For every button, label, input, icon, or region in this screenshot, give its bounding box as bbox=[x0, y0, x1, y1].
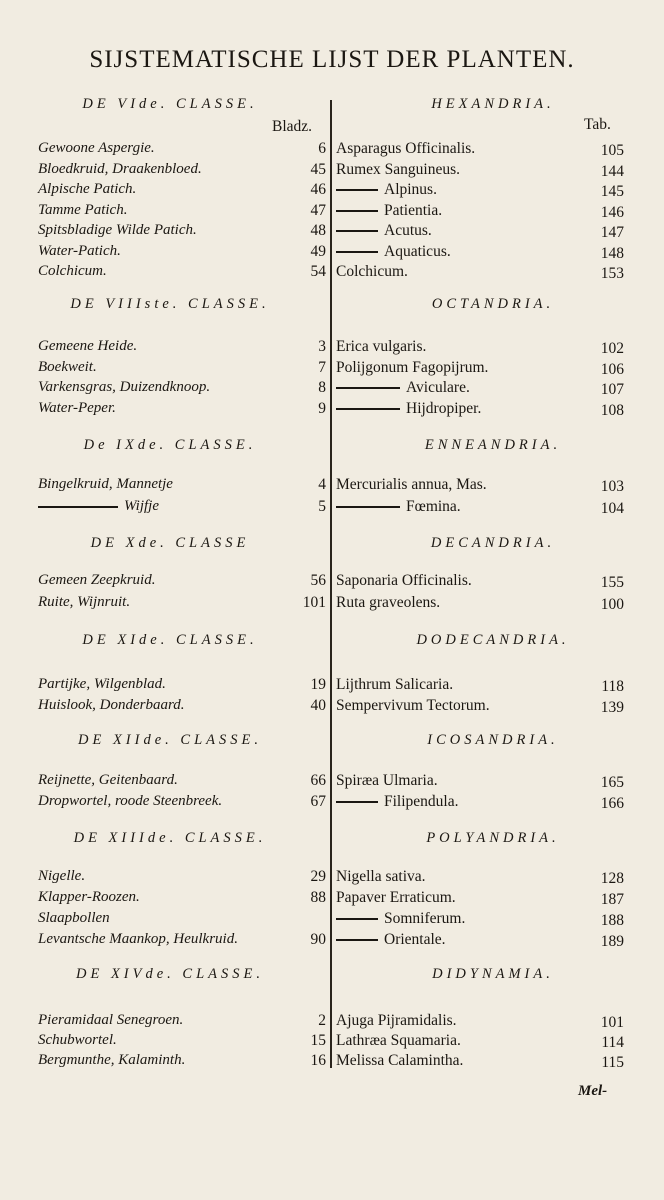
class-heading: DE XIVde. CLASSE. bbox=[75, 966, 264, 982]
latin-plant-name-text: Filipendula. bbox=[384, 792, 459, 810]
ditto-dash bbox=[336, 939, 378, 941]
plate-number: 107 bbox=[600, 381, 624, 398]
dutch-name-row bbox=[38, 772, 326, 794]
page-number: 3 bbox=[318, 338, 326, 355]
latin-plant-name bbox=[336, 676, 453, 694]
order-heading: DIDYNAMIA. bbox=[432, 966, 554, 982]
plate-number: 139 bbox=[600, 699, 624, 716]
plate-number: 187 bbox=[600, 891, 624, 908]
dutch-plant-name bbox=[38, 910, 110, 927]
column-divider bbox=[330, 100, 332, 1068]
latin-plant-name bbox=[336, 202, 442, 220]
latin-plant-name-text: Lijthrum Salicaria. bbox=[336, 676, 454, 693]
dutch-plant-name-text: Ruite, Wijnruit. bbox=[38, 594, 131, 610]
dutch-plant-name bbox=[38, 793, 222, 810]
plate-number: 189 bbox=[600, 933, 624, 950]
dutch-name-row bbox=[38, 202, 326, 224]
latin-plant-name-text: Orientale. bbox=[384, 931, 446, 948]
latin-plant-name bbox=[336, 338, 426, 356]
latin-plant-name-text: Erica vulgaris. bbox=[336, 338, 427, 355]
latin-plant-name bbox=[336, 572, 472, 590]
dutch-plant-name-text: Gemeen Zeepkruid. bbox=[38, 572, 156, 588]
dutch-plant-name-text: Spitsbladige Wilde Patich. bbox=[38, 222, 197, 238]
latin-plant-name-text: Polijgonum Fagopijrum. bbox=[336, 358, 489, 376]
dutch-plant-name bbox=[38, 379, 210, 396]
dutch-name-row bbox=[38, 140, 326, 162]
dutch-plant-name bbox=[38, 476, 173, 493]
ditto-dash bbox=[336, 506, 400, 508]
dutch-plant-name-text: Partijke, Wilgenblad. bbox=[38, 676, 166, 692]
right-column-header: Tab. bbox=[584, 116, 611, 133]
latin-plant-name-text: Ajuga Pijramidalis. bbox=[336, 1012, 457, 1029]
page-number: 47 bbox=[310, 201, 326, 219]
order-heading: ENNEANDRIA. bbox=[424, 437, 562, 453]
dutch-plant-name bbox=[38, 931, 238, 948]
dutch-plant-name bbox=[38, 181, 136, 198]
latin-plant-name bbox=[336, 889, 456, 907]
plate-number: 114 bbox=[601, 1034, 624, 1051]
latin-plant-name bbox=[336, 1052, 463, 1070]
dutch-plant-name bbox=[38, 222, 197, 239]
latin-plant-name bbox=[336, 222, 432, 240]
latin-plant-name-text: Aviculare. bbox=[406, 379, 470, 396]
dutch-plant-name bbox=[38, 889, 140, 906]
dutch-name-row bbox=[38, 359, 326, 381]
dutch-name-row bbox=[38, 400, 326, 422]
plate-number: 155 bbox=[600, 574, 624, 591]
ditto-dash bbox=[38, 506, 118, 508]
page-number: 5 bbox=[318, 498, 326, 515]
latin-plant-name bbox=[336, 400, 481, 418]
plate-number: 188 bbox=[600, 912, 624, 929]
dutch-name-row bbox=[38, 476, 326, 498]
latin-plant-name-text: Mercurialis annua, Mas. bbox=[336, 476, 487, 493]
class-heading: DE XIIIde. CLASSE. bbox=[73, 830, 267, 846]
latin-plant-name-text: Alpinus. bbox=[384, 181, 437, 198]
latin-plant-name-text: Nigella sativa. bbox=[336, 868, 426, 885]
page-number: 45 bbox=[310, 160, 326, 178]
dutch-plant-name bbox=[38, 1052, 185, 1069]
order-heading: OCTANDRIA. bbox=[431, 296, 555, 312]
dutch-name-row bbox=[38, 243, 326, 265]
dutch-name-row bbox=[38, 338, 326, 360]
dutch-plant-name-text: Water-Patich. bbox=[38, 242, 121, 259]
dutch-plant-name bbox=[38, 868, 85, 885]
page-number: 88 bbox=[310, 889, 326, 906]
dutch-plant-name-text: Schubwortel. bbox=[38, 1032, 117, 1048]
latin-plant-name bbox=[336, 161, 460, 179]
page-number: 4 bbox=[318, 476, 326, 493]
latin-plant-name-text: Papaver Erraticum. bbox=[336, 889, 456, 906]
dutch-plant-name bbox=[38, 263, 107, 280]
latin-plant-name bbox=[336, 476, 487, 494]
latin-plant-name-text: Asparagus Officinalis. bbox=[336, 140, 476, 157]
latin-plant-name bbox=[336, 868, 426, 886]
dutch-plant-name-text: Gemeene Heide. bbox=[38, 338, 138, 354]
latin-plant-name-text: Rumex Sanguineus. bbox=[336, 160, 460, 178]
dutch-name-row bbox=[38, 697, 326, 719]
plate-number: 100 bbox=[600, 596, 624, 613]
dutch-plant-name-text: Alpische Patich. bbox=[38, 181, 137, 197]
page-number: 29 bbox=[310, 868, 326, 885]
dutch-plant-name bbox=[38, 676, 166, 693]
latin-plant-name bbox=[336, 379, 470, 397]
latin-plant-name bbox=[336, 140, 475, 158]
page-number: 90 bbox=[310, 931, 326, 948]
dutch-plant-name bbox=[38, 140, 155, 157]
plate-number: 104 bbox=[600, 500, 624, 517]
dutch-name-row bbox=[38, 889, 326, 911]
latin-plant-name-text: Saponaria Officinalis. bbox=[336, 572, 472, 589]
plate-number: 115 bbox=[601, 1054, 624, 1071]
latin-plant-name-text: Somniferum. bbox=[384, 910, 466, 927]
dutch-name-row bbox=[38, 1012, 326, 1034]
dutch-plant-name-text: Wijfje bbox=[124, 498, 159, 514]
dutch-plant-name-text: Slaapbollen bbox=[38, 910, 110, 926]
plate-number: 148 bbox=[600, 244, 624, 262]
latin-plant-name-text: Acutus. bbox=[384, 222, 432, 239]
order-heading: POLYANDRIA. bbox=[426, 830, 560, 846]
latin-plant-name bbox=[336, 1012, 457, 1030]
latin-plant-name-text: Fœmina. bbox=[406, 498, 461, 515]
dutch-plant-name-text: Pieramidaal Senegroen. bbox=[38, 1012, 184, 1028]
dutch-plant-name-text: Levantsche Maankop, Heulkruid. bbox=[38, 931, 238, 947]
page-number: 49 bbox=[310, 242, 326, 260]
dutch-name-row bbox=[38, 379, 326, 401]
page-title: SIJSTEMATISCHE LIJST DER PLANTEN. bbox=[89, 46, 575, 73]
dutch-plant-name bbox=[38, 202, 127, 219]
page-number: 54 bbox=[310, 263, 326, 280]
plate-number: 144 bbox=[600, 162, 624, 180]
dutch-name-row bbox=[38, 263, 326, 285]
page-number: 66 bbox=[310, 772, 326, 789]
latin-plant-name-text: Hijdropiper. bbox=[406, 399, 482, 417]
page-number: 7 bbox=[318, 358, 326, 376]
dutch-name-row bbox=[38, 868, 326, 890]
class-heading: De IXde. CLASSE. bbox=[83, 437, 257, 453]
latin-plant-name bbox=[336, 181, 437, 199]
dutch-plant-name bbox=[38, 161, 202, 178]
ditto-dash bbox=[336, 189, 378, 191]
plate-number: 102 bbox=[600, 340, 624, 357]
ditto-dash bbox=[336, 210, 378, 212]
latin-plant-name-text: Melissa Calamintha. bbox=[336, 1052, 464, 1069]
left-column-header: Bladz. bbox=[272, 118, 313, 135]
page-number: 101 bbox=[302, 594, 326, 611]
plate-number: 101 bbox=[600, 1014, 624, 1031]
dutch-name-row bbox=[38, 572, 326, 594]
dutch-plant-name-text: Bloedkruid, Draakenbloed. bbox=[38, 160, 202, 177]
class-heading: DE VIde. CLASSE. bbox=[82, 96, 258, 112]
dutch-plant-name bbox=[38, 1032, 117, 1049]
dutch-plant-name bbox=[38, 400, 116, 417]
ditto-dash bbox=[336, 230, 378, 232]
dutch-plant-name bbox=[38, 359, 97, 376]
latin-plant-name bbox=[336, 697, 490, 715]
class-heading: DE XIde. CLASSE. bbox=[82, 632, 258, 648]
page-number: 8 bbox=[318, 379, 326, 396]
plate-number: 108 bbox=[600, 401, 624, 419]
dutch-plant-name bbox=[38, 1012, 183, 1029]
ditto-dash bbox=[336, 801, 378, 803]
plate-number: 153 bbox=[600, 265, 624, 282]
dutch-plant-name bbox=[38, 772, 178, 789]
latin-plant-name bbox=[336, 263, 408, 281]
order-heading: DODECANDRIA. bbox=[416, 632, 570, 648]
page-number: 48 bbox=[310, 222, 326, 239]
dutch-plant-name-text: Klapper-Roozen. bbox=[38, 889, 140, 905]
dutch-plant-name-text: Bergmunthe, Kalaminth. bbox=[38, 1052, 186, 1068]
dutch-plant-name bbox=[38, 243, 121, 260]
latin-plant-name-text: Sempervivum Tectorum. bbox=[336, 697, 490, 714]
plate-number: 105 bbox=[600, 142, 624, 159]
order-heading: ICOSANDRIA. bbox=[427, 732, 559, 748]
dutch-plant-name-text: Nigelle. bbox=[38, 868, 86, 884]
latin-plant-name bbox=[336, 594, 440, 612]
latin-plant-name-text: Aquaticus. bbox=[384, 242, 451, 260]
dutch-plant-name bbox=[38, 498, 159, 515]
dutch-plant-name bbox=[38, 572, 155, 589]
latin-plant-name bbox=[336, 498, 461, 516]
dutch-name-row bbox=[38, 1032, 326, 1054]
page-number: 46 bbox=[310, 181, 326, 198]
dutch-name-row bbox=[38, 594, 326, 616]
page-number: 6 bbox=[318, 140, 326, 157]
dutch-plant-name-text: Bingelkruid, Mannetje bbox=[38, 476, 173, 492]
page-number: 19 bbox=[310, 676, 326, 693]
plate-number: 128 bbox=[600, 870, 624, 887]
dutch-name-row bbox=[38, 1052, 326, 1074]
page-number: 16 bbox=[310, 1052, 326, 1069]
dutch-plant-name-text: Dropwortel, roode Steenbreek. bbox=[38, 792, 223, 809]
dutch-name-row bbox=[38, 676, 326, 698]
page-number: 56 bbox=[310, 572, 326, 589]
latin-plant-name bbox=[336, 1032, 461, 1050]
page-number: 15 bbox=[310, 1032, 326, 1049]
dutch-plant-name bbox=[38, 338, 137, 355]
dutch-plant-name-text: Gewoone Aspergie. bbox=[38, 140, 155, 156]
order-heading: DECANDRIA. bbox=[430, 535, 556, 551]
plate-number: 165 bbox=[600, 774, 624, 791]
dutch-name-row bbox=[38, 222, 326, 244]
dutch-plant-name-text: Huislook, Donderbaard. bbox=[38, 697, 185, 713]
dutch-plant-name bbox=[38, 697, 185, 714]
dutch-plant-name-text: Reijnette, Geitenbaard. bbox=[38, 772, 178, 788]
order-heading: HEXANDRIA. bbox=[431, 96, 555, 112]
dutch-name-row bbox=[38, 161, 326, 183]
class-heading: DE Xde. CLASSE bbox=[90, 535, 250, 551]
plate-number: 147 bbox=[600, 224, 624, 241]
ditto-dash bbox=[336, 251, 378, 253]
plate-number: 118 bbox=[601, 678, 624, 695]
latin-plant-name-text: Lathræa Squamaria. bbox=[336, 1032, 461, 1049]
latin-plant-name bbox=[336, 931, 446, 949]
catchword: Mel- bbox=[578, 1083, 608, 1099]
latin-plant-name bbox=[336, 243, 451, 261]
page-number: 2 bbox=[318, 1012, 326, 1029]
ditto-dash bbox=[336, 408, 400, 410]
dutch-name-row bbox=[38, 498, 326, 520]
dutch-plant-name-text: Varkensgras, Duizendknoop. bbox=[38, 379, 211, 395]
latin-plant-name-text: Ruta graveolens. bbox=[336, 594, 441, 611]
dutch-name-row bbox=[38, 931, 326, 953]
plate-number: 146 bbox=[600, 203, 624, 221]
plate-number: 103 bbox=[600, 478, 624, 495]
latin-plant-name-text: Spiræa Ulmaria. bbox=[336, 772, 438, 789]
plate-number: 106 bbox=[600, 360, 624, 378]
page-number: 40 bbox=[310, 697, 326, 714]
dutch-plant-name-text: Water-Peper. bbox=[38, 399, 116, 416]
dutch-plant-name-text: Tamme Patich. bbox=[38, 201, 128, 218]
dutch-plant-name-text: Boekweit. bbox=[38, 358, 97, 375]
latin-plant-name bbox=[336, 359, 488, 377]
dutch-name-row bbox=[38, 910, 326, 932]
page-number: 67 bbox=[310, 792, 326, 810]
latin-plant-name bbox=[336, 772, 438, 790]
class-heading: DE VIIIste. CLASSE. bbox=[70, 296, 270, 312]
latin-plant-name bbox=[336, 793, 458, 811]
ditto-dash bbox=[336, 387, 400, 389]
dutch-name-row bbox=[38, 181, 326, 203]
dutch-name-row bbox=[38, 793, 326, 815]
latin-plant-name-text: Colchicum. bbox=[336, 263, 408, 280]
class-heading: DE XIIde. CLASSE. bbox=[78, 732, 262, 748]
ditto-dash bbox=[336, 918, 378, 920]
dutch-plant-name-text: Colchicum. bbox=[38, 263, 107, 279]
latin-plant-name bbox=[336, 910, 465, 928]
plate-number: 166 bbox=[600, 794, 624, 812]
plate-number: 145 bbox=[600, 183, 624, 200]
dutch-plant-name bbox=[38, 594, 130, 611]
page-number: 9 bbox=[318, 399, 326, 417]
latin-plant-name-text: Patientia. bbox=[384, 201, 443, 219]
